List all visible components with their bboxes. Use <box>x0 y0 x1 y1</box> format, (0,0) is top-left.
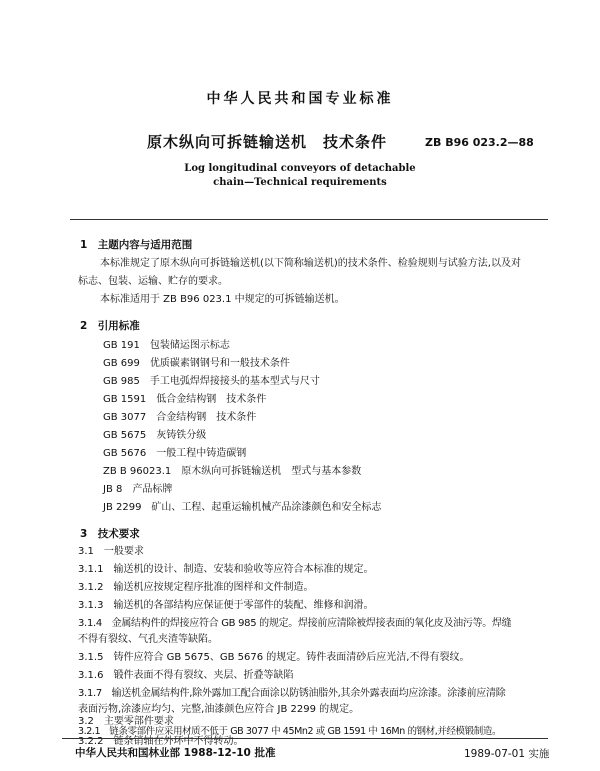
section-2-heading: 2 引用标准 <box>80 320 140 332</box>
section-1-heading: 1 主题内容与适用范围 <box>80 239 193 251</box>
clause-line: 3.2.2 链条销轴在外环中不得转动。 <box>78 736 244 747</box>
ref-item: GB 985 手工电弧焊焊接接头的基本型式与尺寸 <box>103 376 320 387</box>
clause-line: 3.1.6 锻件表面不得有裂纹、夹层、折叠等缺陷 <box>78 670 294 681</box>
clause-line: 3.1.5 铸件应符合 GB 5675、GB 5676 的规定。铸件表面清砂后应光洁,不得有裂纹。 <box>78 652 470 663</box>
clause-line: 3.2 主要零部件要求 <box>78 716 174 727</box>
section-1-paragraph-1b: 标志、包装、运输、贮存的要求。 <box>78 276 228 287</box>
english-title-line-2: chain—Technical requirements <box>213 177 387 188</box>
clause-line: 3.1.1 输送机的设计、制造、安装和验收等应符合本标准的规定。 <box>78 564 374 575</box>
footer-divider <box>62 738 548 739</box>
ref-item: GB 3077 合金结构钢 技术条件 <box>103 412 257 423</box>
standard-code: ZB B96 023.2—88 <box>425 136 534 149</box>
clause-line: 3.1.7 输送机金属结构件,除外露加工配合面涂以防锈油脂外,其余外露表面均应涂漆。涂漆前应清除 <box>78 688 506 699</box>
ref-item: JB 2299 矿山、工程、起重运输机械产品涂漆颜色和安全标志 <box>103 502 382 513</box>
document-header: 中华人民共和国专业标准 <box>206 91 394 107</box>
section-3-heading: 3 技术要求 <box>80 528 140 540</box>
document-title: 原木纵向可拆链输送机 技术条件 <box>147 133 388 151</box>
implementation-date: 1989-07-01 实施 <box>464 748 550 760</box>
ref-item: JB 8 产品标牌 <box>103 484 173 495</box>
approval-line: 中华人民共和国林业部 1988-12-10 批准 <box>75 747 276 759</box>
clause-line: 表面污物,涂漆应均匀、完整,油漆颜色应符合 JB 2299 的规定。 <box>78 704 360 715</box>
top-divider <box>70 219 548 220</box>
ref-item: GB 191 包装储运图示标志 <box>103 340 230 351</box>
clause-line: 3.1 一般要求 <box>78 546 144 557</box>
ref-item: GB 5676 一般工程中铸造碳钢 <box>103 448 247 459</box>
section-1-paragraph-2: 本标准适用于 ZB B96 023.1 中规定的可拆链输送机。 <box>100 294 345 305</box>
clause-line: 不得有裂纹、气孔夹渣等缺陷。 <box>78 634 218 645</box>
clause-line: 3.2.1 链条零部件应采用材质不低于 GB 3077 中 45Mn2 或 GB 1591 中 16Mn 的钢材,并经模锻制造。 <box>78 726 502 737</box>
ref-item: ZB B 96023.1 原木纵向可拆链输送机 型式与基本参数 <box>103 466 362 477</box>
clause-line: 3.1.4 金属结构件的焊接应符合 GB 985 的规定。焊接前应清除被焊接表面的氧化皮及油污等。焊缝 <box>78 618 512 629</box>
clause-line: 3.1.2 输送机应按规定程序批准的图样和文件制造。 <box>78 582 314 593</box>
clause-line: 3.1.3 输送机的各部结构应保证便于零部件的装配、维修和润滑。 <box>78 600 374 611</box>
english-title-line-1: Log longitudinal conveyors of detachable <box>184 163 416 174</box>
ref-item: GB 5675 灰铸铁分级 <box>103 430 207 441</box>
section-1-paragraph-1a: 本标准规定了原木纵向可拆链输送机(以下简称输送机)的技术条件、检验规则与试验方法,以及对 <box>100 258 521 269</box>
ref-item: GB 1591 低合金结构钢 技术条件 <box>103 394 267 405</box>
ref-item: GB 699 优质碳素钢钢号和一般技术条件 <box>103 358 290 369</box>
